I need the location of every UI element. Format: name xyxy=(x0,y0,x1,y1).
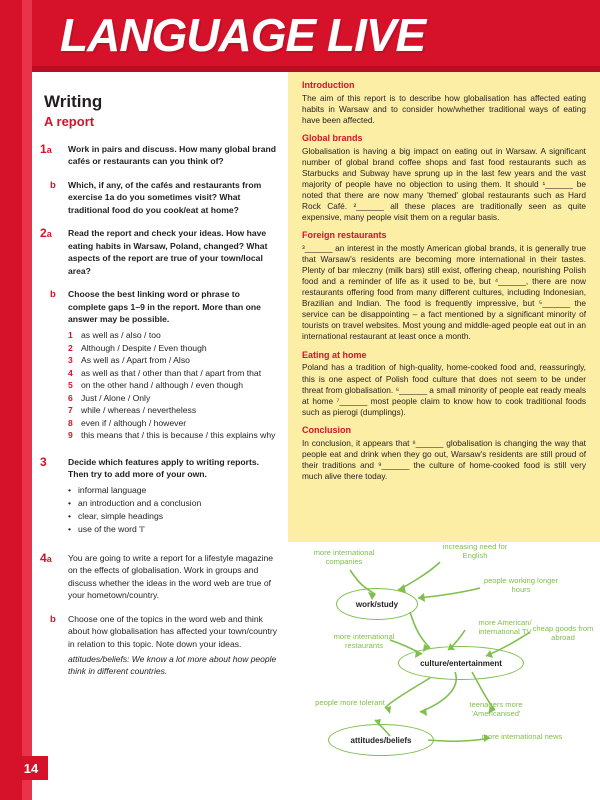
exercise-4a-number: 4a xyxy=(40,550,52,565)
exercise-4a xyxy=(40,552,278,602)
exercise-1a-text: Work in pairs and discuss. How many global brand cafés or restaurants can you think of? xyxy=(68,144,277,167)
page-spine xyxy=(0,0,32,800)
option-number: 6 xyxy=(68,392,73,403)
word-web-node-culture-entertainment: culture/entertainment xyxy=(398,646,524,680)
page-spine-highlight xyxy=(22,0,32,800)
list-item: • use of the word 'I' xyxy=(68,523,278,536)
exercise-2b xyxy=(40,288,278,441)
report-heading-introduction: Introduction xyxy=(302,80,355,90)
report-heading-conclusion: Conclusion xyxy=(302,424,351,435)
option-text: as well as / also / too xyxy=(81,330,161,341)
exercise-2b-letter: b xyxy=(50,289,56,301)
report-heading-foreign-restaurants: Foreign restaurants xyxy=(302,230,387,241)
word-web-label-more-international-restaurants: more international restaurants xyxy=(333,632,395,651)
word-web-diagram xyxy=(290,540,600,778)
option-number: 8 xyxy=(68,417,73,428)
list-item xyxy=(68,342,278,354)
option-text: as well as that / other than that / apart from that xyxy=(81,367,262,378)
list-item xyxy=(68,354,278,366)
option-text: even if / although / however xyxy=(81,417,187,428)
option-number: 2 xyxy=(68,342,73,353)
report-panel xyxy=(288,72,600,542)
report-paragraph-foreign-restaurants: ³______ an interest in the mostly American global brands, it is generally true that Warsaw's residents are becoming more international in their tastes. Plenty of bar mleczny (milk bars) still exist, offering cheap, nourishing Polish food and a reminder of life as it used to be, but ⁴______, there are now restaurants offering food from many different cultures, including Indonesian, Brazilian and Indian. The food is frequently impressive, but ⁵______ the service can be disappointing – a fact mentioned by a significant minority of tourists on travel websites. Most young and middle-aged people eat out in an international restaurant at least once a month. xyxy=(302,243,586,342)
option-text: As well as / Apart from / Also xyxy=(81,355,190,366)
word-web-label-increasing-need-for-english: increasing need for English xyxy=(442,542,508,561)
exercise-2a-text: Read the report and check your ideas. How have eating habits in Warsaw, Poland, changed? What aspects of the report are true of your town/local area? xyxy=(68,228,268,276)
list-item: • clear, simple headings xyxy=(68,510,278,523)
word-web-label-more-international-news: more international news xyxy=(481,732,563,741)
option-text: Just / Alone / Only xyxy=(81,392,151,403)
exercise-4b-letter: b xyxy=(50,613,56,625)
exercise-2b-text: Choose the best linking word or phrase to complete gaps 1–9 in the report. More than one answer may be possible. xyxy=(68,289,261,324)
report-paragraph-global-brands: Globalisation is having a big impact on eating out in Warsaw. A significant number of global brand coffee shops and fast food restaurants such as Starbucks and Subway have sprung up in the last few years and the vast majority of people have no objection to using them. It should ¹______ be noted that there are now many 'themed' global restaurants such as Hard Rock Café. ²______ all these places are traditionally seen as quite expensive, many people visit them on a regular basis. xyxy=(302,146,586,223)
word-web-label-teenagers-more-americanised: teenagers more 'Americanised' xyxy=(469,700,523,719)
report-heading-global-brands: Global brands xyxy=(302,133,363,144)
left-column xyxy=(40,92,278,689)
list-item: • an introduction and a conclusion xyxy=(68,497,278,510)
exercise-3-text: Decide which features apply to writing reports. Then try to add more of your own. xyxy=(68,456,260,479)
report-heading-eating-at-home: Eating at home xyxy=(302,349,367,360)
list-item xyxy=(68,404,278,416)
report-text xyxy=(302,80,586,483)
exercise-3 xyxy=(40,456,278,536)
exercise-1b-letter: b xyxy=(50,179,56,191)
exercise-1b-text: Which, if any, of the cafés and restaurants from exercise 1a do you sometimes visit? What traditional food do you cook/eat at home? xyxy=(68,179,262,215)
page-number: 14 xyxy=(14,756,48,780)
option-number: 5 xyxy=(68,380,73,391)
exercise-3-number: 3 xyxy=(40,454,47,469)
option-number: 4 xyxy=(68,367,73,378)
report-paragraph-eating-at-home: Poland has a tradition of high-quality, home-cooked food and, reassuringly, this is one aspect of Polish food culture that does not seem to be under threat from globalisation. ⁶______ a small minority of people eat ready meals at home ⁷______ most people claim to know how to cook traditional foods such as pierogi (dumplings). xyxy=(302,362,586,417)
option-text: this means that / this is because / this explains why xyxy=(81,430,276,441)
report-paragraph-conclusion: In conclusion, it appears that ⁸______ globalisation is changing the way that people eat and drink when they go out, Warsaw's residents are still proud of their traditions and ⁹______ the culture of home-cooked food is still very much alive there today. xyxy=(302,437,586,481)
exercise-4b-text: Choose one of the topics in the word web and think about how globalisation has affected your town/country in relation to this topic. Note down your ideas. xyxy=(68,613,278,649)
word-web-label-more-american-tv: more American/ international TV xyxy=(478,618,532,637)
option-number: 7 xyxy=(68,405,73,416)
exercise-4b-example: attitudes/beliefs: We know a lot more about how people think in different countries. xyxy=(68,654,277,677)
section-subtitle: A report xyxy=(44,114,95,129)
list-item xyxy=(68,329,278,341)
option-number: 1 xyxy=(68,330,73,341)
list-item xyxy=(68,367,278,379)
exercise-2a-number: 2a xyxy=(40,226,52,241)
page-banner xyxy=(32,0,600,72)
word-web-label-cheap-goods-from-abroad: cheap goods from abroad xyxy=(532,624,594,643)
option-text: Although / Despite / Even though xyxy=(81,342,207,353)
option-text: while / whereas / nevertheless xyxy=(81,405,197,416)
word-web-label-more-international-companies: more international companies xyxy=(313,548,375,567)
exercise-4b xyxy=(40,613,278,678)
word-web-node-attitudes-beliefs: attitudes/beliefs xyxy=(328,724,434,756)
list-item xyxy=(68,392,278,404)
list-item xyxy=(68,429,278,441)
option-number: 3 xyxy=(68,355,73,366)
linking-options-list xyxy=(68,329,278,441)
option-text: on the other hand / although / even though xyxy=(81,380,243,391)
report-features-list xyxy=(68,484,278,536)
report-paragraph-introduction: The aim of this report is to describe how globalisation has affected eating habits in Warsaw and to consider how/whether traditional ways of eating have been affected. xyxy=(302,92,586,126)
exercise-4a-text: You are going to write a report for a lifestyle magazine on the effects of globalisation. Work in groups and discuss whether the ideas in the word web are true of your hometown/country. xyxy=(68,552,274,601)
exercise-1a-number: 1a xyxy=(40,142,52,156)
exercise-1b xyxy=(40,179,278,216)
word-web-node-work-study: work/study xyxy=(336,588,418,620)
list-item xyxy=(68,417,278,429)
word-web-label-people-more-tolerant: people more tolerant xyxy=(315,698,385,707)
section-title: Writing xyxy=(44,92,103,111)
exercise-1a xyxy=(40,143,278,168)
option-number: 9 xyxy=(68,430,73,441)
list-item xyxy=(68,379,278,391)
word-web-label-people-working-longer-hours: people working longer hours xyxy=(483,576,559,595)
list-item: • informal language xyxy=(68,484,278,497)
page-title: LANGUAGE LIVE xyxy=(60,9,426,61)
exercise-2a xyxy=(40,227,278,277)
